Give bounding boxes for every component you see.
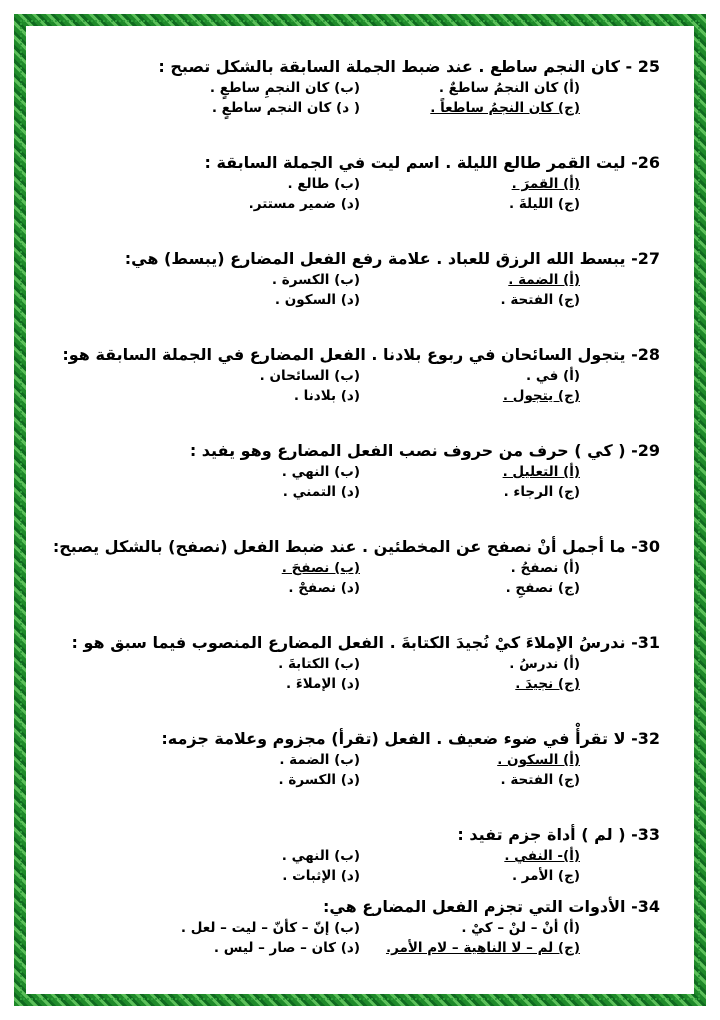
option-b: (ب) السائحان . — [259, 368, 360, 384]
option-a: (أ) التعليل . — [502, 464, 580, 480]
option-a: (أ) نصفحُ . — [510, 560, 580, 576]
question-26 — [40, 152, 660, 248]
option-c: (ج) الفتحة . — [500, 772, 580, 788]
option-d: (د) نصفحْ . — [288, 580, 360, 596]
option-d: (د) كان – صار – ليس . — [213, 940, 360, 956]
option-d: (د) السكون . — [274, 292, 360, 308]
option-d: (د) ضمير مستتر. — [248, 196, 360, 212]
option-b: (ب) الكتابةَ . — [278, 656, 360, 672]
option-a: (أ) في . — [526, 368, 580, 384]
question-34 — [40, 896, 660, 992]
option-c: (ج) الفتحة . — [500, 292, 580, 308]
option-a: (أ) السكون . — [497, 752, 580, 768]
option-b: (ب) إنّ – كأنّ – ليت – لعل . — [180, 920, 360, 936]
option-c: (ج) يتجول . — [502, 388, 580, 404]
option-b: (ب) كان النجمِ ساطعٍ . — [209, 80, 360, 96]
question-29 — [40, 440, 660, 536]
option-d: (د) الإثبات . — [282, 868, 360, 884]
question-stem: 28- يتجول السائحان في ربوع بلادنا . الفعل المضارع في الجملة السابقة هو: — [62, 345, 660, 364]
option-a: (أ) الضمة . — [508, 272, 580, 288]
option-d: (د) التمني . — [282, 484, 360, 500]
option-a: (أ) القمرَ . — [511, 176, 580, 192]
question-31 — [40, 632, 660, 728]
question-list — [40, 56, 660, 992]
question-27 — [40, 248, 660, 344]
option-b: (ب) الكسرة . — [271, 272, 360, 288]
option-c: (ج) الرجاء . — [503, 484, 580, 500]
option-c: (ج) لم – لا الناهية – لام الأمر. — [385, 940, 580, 956]
option-a: (أ) كان النجمُ ساطعٌ . — [438, 80, 580, 96]
question-stem: 25 - كان النجم ساطع . عند ضبط الجملة السابقة بالشكل تصبح : — [158, 57, 660, 76]
option-c: (ج) الليلةَ . — [508, 196, 580, 212]
option-b: (ب) نصفحَ . — [281, 560, 360, 576]
question-stem: 27- يبسط الله الرزق للعباد . علامة رفع الفعل المضارع (يبسط) هي: — [124, 249, 660, 268]
question-stem: 33- ( لم ) أداة جزم تفيد : — [457, 825, 660, 844]
option-c: (ج) نجيدَ . — [515, 676, 580, 692]
option-c: (ج) كان النجمُ ساطعاً . — [430, 100, 580, 116]
option-d: (د) الكسرة . — [278, 772, 360, 788]
question-33 — [40, 824, 660, 896]
option-b: (ب) الضمة . — [279, 752, 360, 768]
option-a: (أ) أنْ – لنْ – كيْ . — [461, 920, 580, 936]
question-30 — [40, 536, 660, 632]
question-stem: 34- الأدوات التي تجزم الفعل المضارع هي: — [322, 897, 660, 916]
question-stem: 29- ( كي ) حرف من حروف نصب الفعل المضارع وهو يفيد : — [189, 441, 660, 460]
option-d: (د) الإملاءَ . — [286, 676, 360, 692]
option-d: ( د) كان النجم ساطعٍ . — [211, 100, 360, 116]
question-stem: 26- ليت القمر طالع الليلة . اسم ليت في الجملة السابقة : — [204, 153, 660, 172]
option-d: (د) بلادنا . — [293, 388, 360, 404]
option-b: (ب) النهي . — [281, 848, 360, 864]
option-c: (ج) الأمر . — [511, 868, 580, 884]
option-b: (ب) طالع . — [287, 176, 360, 192]
question-stem: 30- ما أجمل أنْ نصفح عن المخطئين . عند ضبط الفعل (نصفح) بالشكل يصبح: — [52, 537, 660, 556]
option-a: (أ)- النفي . — [504, 848, 580, 864]
option-a: (أ) ندرسُ . — [509, 656, 580, 672]
question-stem: 31- ندرسُ الإملاءَ كيْ نُجيدَ الكتابةَ . الفعل المضارع المنصوب فيما سبق هو : — [71, 633, 660, 652]
question-stem: 32- لا تقرأْ في ضوء ضعيف . الفعل (تقرأ) مجزوم وعلامة جزمه: — [161, 729, 660, 748]
question-25 — [40, 56, 660, 152]
option-c: (ج) نصفحِ . — [505, 580, 580, 596]
option-b: (ب) النهي . — [281, 464, 360, 480]
question-32 — [40, 728, 660, 824]
question-28 — [40, 344, 660, 440]
